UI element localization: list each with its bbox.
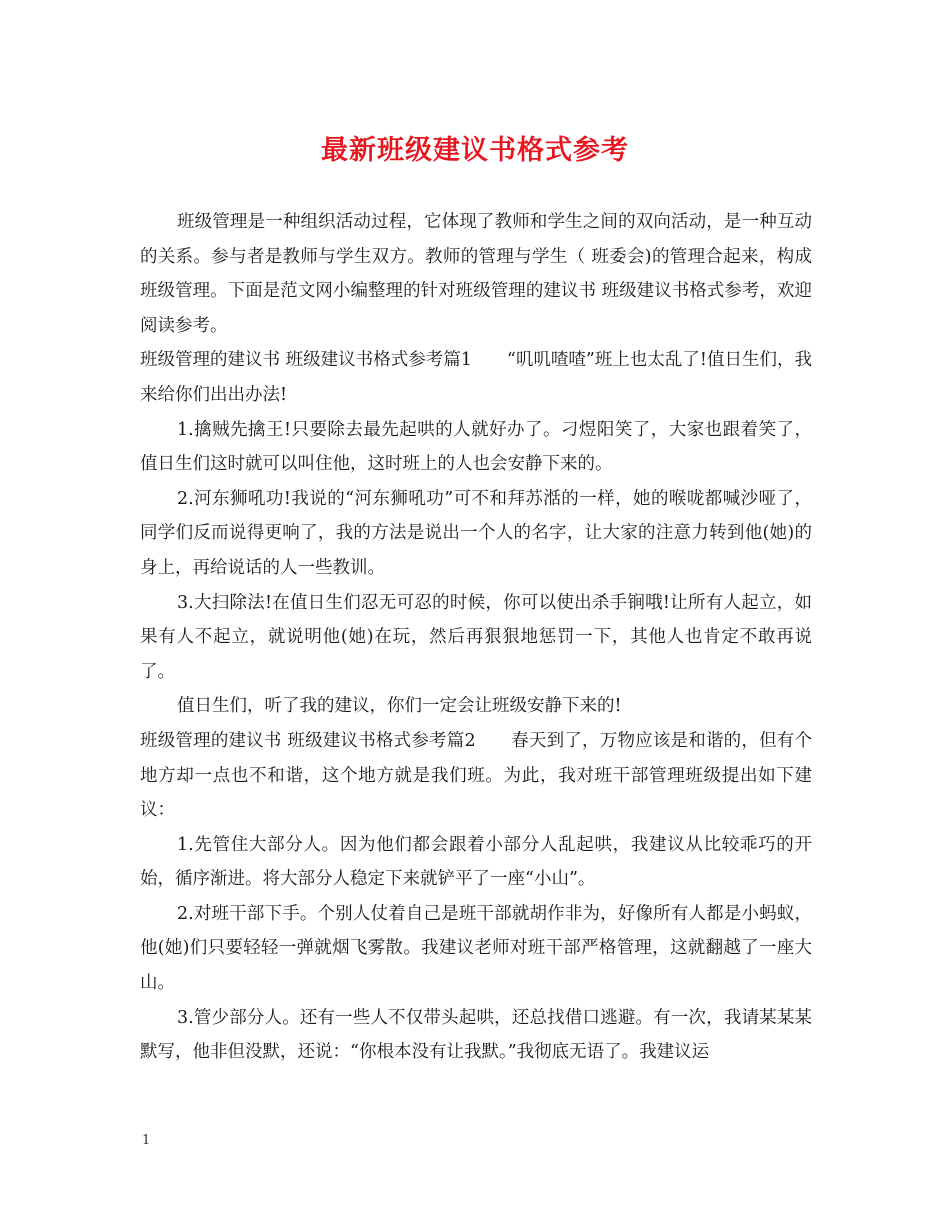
paragraph-suggestion-3: 3.管少部分人。还有一些人不仅带头起哄，还总找借口逃避。有一次，我请某某某默写，他非但没默，还说：“你根本没有让我默。”我彻底无语了。我建议运 xyxy=(140,1007,812,1063)
paragraph-intro: 班级管理是一种组织活动过程，它体现了教师和学生之间的双向活动，是一种互动的关系。参与者是教师与学生双方。教师的管理与学生（ 班委会)的管理合起来，构成班级管理。下面是范文网小编整理的针对班级管理的建议书 班级建议书格式参考，欢迎阅读参考。 xyxy=(140,212,812,336)
document-title: 最新班级建议书格式参考 xyxy=(321,135,629,166)
paragraph-suggestion-2: 2.对班干部下手。个别人仗着自己是班干部就胡作非为，好像所有人都是小蚂蚁，他(她)们只要轻轻一弹就烟飞雾散。我建议老师对班干部严格管理，这就翻越了一座大山。 xyxy=(140,903,812,994)
paragraph-tip-1: 1.擒贼先擒王!只要除去最先起哄的人就好办了。刁煜阳笑了，大家也跟着笑了，值日生们这时就可以叫住他，这时班上的人也会安静下来的。 xyxy=(140,419,812,475)
paragraph-tip-2: 2.河东狮吼功!我说的“河东狮吼功”可不和拜苏湉的一样，她的喉咙都喊沙哑了，同学们反而说得更响了，我的方法是说出一个人的名字，让大家的注意力转到他(她)的身上，再给说话的人一些教训。 xyxy=(140,488,812,578)
paragraph-section-1-heading: 班级管理的建议书 班级建议书格式参考篇1 “叽叽喳喳”班上也太乱了!值日生们，我来给你们出出办法! xyxy=(140,350,812,405)
paragraph-suggestion-1: 1.先管住大部分人。因为他们都会跟着小部分人乱起哄，我建议从比较乖巧的开始，循序渐进。将大部分人稳定下来就铲平了一座“小山”。 xyxy=(140,834,812,890)
document-body xyxy=(140,205,812,1070)
paragraph-tip-3: 3.大扫除法!在值日生们忍无可忍的时候，你可以使出杀手锏哦!让所有人起立，如果有人不起立，就说明他(她)在玩，然后再狠狠地惩罚一下，其他人也肯定不敢再说了。 xyxy=(140,592,812,682)
paragraph-conclusion-1: 值日生们，听了我的建议，你们一定会让班级安静下来的! xyxy=(177,696,622,717)
page-number: 1 xyxy=(142,1133,151,1148)
paragraph-section-2-heading: 班级管理的建议书 班级建议书格式参考篇2 春天到了，万物应该是和谐的，但有个地方却一点也不和谐，这个地方就是我们班。为此，我对班干部管理班级提出如下建议： xyxy=(140,730,812,821)
